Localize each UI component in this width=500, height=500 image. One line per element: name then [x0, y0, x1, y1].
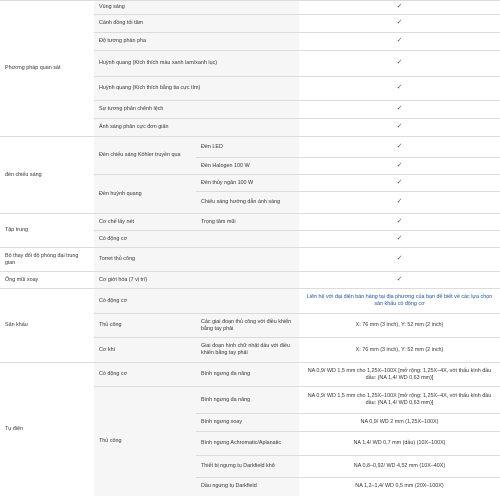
row-sublabel: Đèn Halogen 100 W [196, 158, 299, 175]
row-label: Đèn chiếu sáng Köhler truyền qua [94, 137, 196, 175]
row-label: Đèn huỳnh quang [94, 175, 196, 214]
row-sublabel: Bình ngưng Achromatic/Aplanatic [196, 432, 299, 456]
row-value: NA 1,4/ WD 0,7 mm (dầu) (10X–100X) [299, 432, 500, 456]
check-icon: ✓ [299, 1, 500, 15]
row-sublabel: Thiết bị ngưng tụ Darkfield khô [196, 456, 299, 478]
check-icon: ✓ [299, 101, 500, 119]
row-value: NA 1,2–1,4/ WD 0,5 mm (20X–100X) [299, 478, 500, 496]
row-label: Có động cơ [94, 363, 196, 387]
row-label: Cánh đồng tối tăm [94, 15, 299, 33]
table-row [0, 248, 500, 272]
check-icon: ✓ [299, 214, 500, 231]
row-label: Cơ khí [94, 338, 196, 363]
check-icon: ✓ [299, 175, 500, 192]
category-nosepiece: Ống mũi xoay [0, 272, 94, 289]
row-label: Ánh sáng phân cực đơn giản [94, 119, 299, 137]
row-label: Huỳnh quang (Kích thích màu xanh lam/xanh lục) [94, 51, 299, 77]
table-row [0, 214, 500, 231]
category-illumination: đèn chiếu sáng [0, 137, 94, 214]
check-icon: ✓ [299, 51, 500, 77]
check-icon: ✓ [299, 15, 500, 33]
check-icon: ✓ [299, 248, 500, 272]
row-sublabel: Đèn thủy ngân 100 W [196, 175, 299, 192]
table-row [0, 289, 500, 314]
stage-contact-link[interactable]: Liên hệ với đại diện bán hàng tại địa phương của bạn để biết về các lựa chọn sân khấu có động cơ [299, 289, 500, 314]
check-icon: ✓ [299, 192, 500, 214]
row-label: Vùng sáng [94, 1, 299, 15]
row-label: Độ tương phản pha [94, 33, 299, 51]
category-observation: Phương pháp quan sát [0, 1, 94, 137]
row-sublabel: Chiếu sáng hướng dẫn ánh sáng [196, 192, 299, 214]
check-icon: ✓ [299, 33, 500, 51]
row-label: Thủ công [94, 314, 196, 338]
table-row [0, 1, 500, 15]
row-value: NA 0,9/ WD 2 mm (1,25X–100X) [299, 414, 500, 432]
check-icon: ✓ [299, 231, 500, 248]
row-label: Có động cơ [94, 289, 299, 314]
row-sublabel: Đèn LED [196, 137, 299, 158]
row-label: Cơ chế lấy nét [94, 214, 196, 231]
row-value: NA 0,9/ WD 1,5 mm cho 1,25X–100X [mở rộng: 1,25X–4X, với thấu kính đầu dầu: (NA 1,4/ WD 0,63 mm)] [299, 387, 500, 414]
check-icon: ✓ [299, 272, 500, 289]
row-label: Torret thủ công [94, 248, 299, 272]
row-label: Cơ giới hóa (7 vị trí) [94, 272, 299, 289]
check-icon: ✓ [299, 119, 500, 137]
row-label: Sự tương phản chênh lệch [94, 101, 299, 119]
category-stage: Sân khấu [0, 289, 94, 363]
row-sublabel: Trọng tâm mũi [196, 214, 299, 231]
row-value: X: 76 mm (3 inch), Y: 52 mm (2 inch) [299, 314, 500, 338]
row-label: Có động cơ [94, 231, 299, 248]
row-sublabel: Giai đoạn hình chữ nhật dầu với điều khiển bằng tay phải [196, 338, 299, 363]
check-icon: ✓ [299, 137, 500, 158]
check-icon: ✓ [299, 158, 500, 175]
check-icon: ✓ [299, 77, 500, 101]
row-label: Huỳnh quang (Kích thích bằng tia cực tím) [94, 77, 299, 101]
row-label: Thủ công [94, 387, 196, 496]
row-sublabel: Các giai đoạn thủ công với điều khiển bằng tay phải [196, 314, 299, 338]
row-value: X: 76 mm (3 inch), Y: 52 mm (2 inch) [299, 338, 500, 363]
table-row [0, 137, 500, 158]
row-value: NA 0,8–0,92/ WD 4,52 mm (10X–40X) [299, 456, 500, 478]
row-sublabel: Bình ngưng đa năng [196, 387, 299, 414]
table-row [0, 363, 500, 387]
category-condenser: Tụ điện [0, 363, 94, 496]
row-sublabel: Dầu ngưng tụ Darkfield [196, 478, 299, 496]
category-intermediate-magnification: Bộ thay đổi độ phóng đại trung gian [0, 248, 94, 272]
row-value: NA 0,9/ WD 1,5 mm cho 1,25X–100X [mở rộng: 1,25X–4X, với thấu kính đầu dầu: (NA 1,4/ WD 0,63 mm)] [299, 363, 500, 387]
row-sublabel: Bình ngưng đa năng [196, 363, 299, 387]
row-sublabel: Bình ngưng xoay [196, 414, 299, 432]
table-row [0, 272, 500, 289]
category-focus: Tập trung [0, 214, 94, 248]
